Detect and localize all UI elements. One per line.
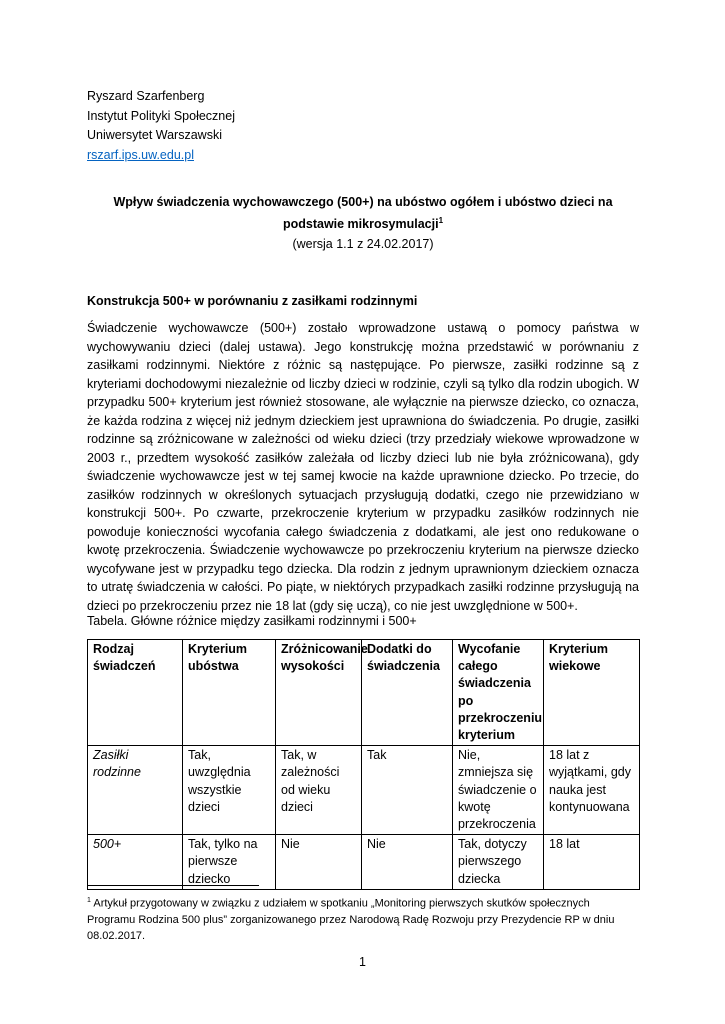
version-line: (wersja 1.1 z 24.02.2017): [292, 237, 434, 251]
author-name: Ryszard Szarfenberg: [87, 89, 205, 103]
table-header-cell: Rodzaj świadczeń: [88, 640, 183, 746]
table-row-label: Zasiłki rodzinne: [88, 746, 183, 835]
footnote-divider: [87, 885, 259, 886]
table-header-cell: Dodatki do świadczenia: [362, 640, 453, 746]
section-heading: Konstrukcja 500+ w porównaniu z zasiłkami rodzinnymi: [87, 294, 418, 308]
author-block: [87, 87, 235, 165]
table-cell: Tak, tylko na pierwsze dziecko: [183, 835, 276, 890]
table-header-cell: Kryterium ubóstwa: [183, 640, 276, 746]
table-caption: Tabela. Główne różnice między zasiłkami rodzinnymi i 500+: [87, 614, 417, 628]
table-cell: 18 lat: [544, 835, 640, 890]
author-institute: Instytut Polityki Społecznej: [87, 108, 235, 123]
table-cell: Nie, zmniejsza się świadczenie o kwotę przekroczenia: [453, 746, 544, 835]
table-row: [88, 746, 640, 835]
table-cell: Tak, uwzględnia wszystkie dzieci: [183, 746, 276, 835]
table-cell: Tak, dotyczy pierwszego dziecka: [453, 835, 544, 890]
paper-title: [87, 193, 639, 233]
table-row: [88, 835, 640, 890]
footnote-text: Artykuł przygotowany w związku z udziałem w spotkaniu „Monitoring pierwszych skutków społecznych Programu Rodzina 500 plus” zorganizowanego przez Narodową Radę Rozwoju przy Prezydencie RP w dniu 08.02.2017.: [87, 897, 615, 942]
page-number: 1: [359, 955, 366, 969]
table-cell: 18 lat z wyjątkami, gdy nauka jest kontynuowana: [544, 746, 640, 835]
title-footnote-marker[interactable]: 1: [438, 215, 444, 225]
author-website-link[interactable]: rszarf.ips.uw.edu.pl: [87, 147, 194, 162]
table-cell: Nie: [362, 835, 453, 890]
table-header-cell: Zróżnicowanie wysokości: [276, 640, 362, 746]
table-header-cell: Kryterium wiekowe: [544, 640, 640, 746]
table-cell: Tak: [362, 746, 453, 835]
table-cell: Tak, w zależności od wieku dzieci: [276, 746, 362, 835]
author-university: Uniwersytet Warszawski: [87, 128, 222, 142]
footnote: [87, 893, 639, 944]
table-cell: Nie: [276, 835, 362, 890]
table-row-label: 500+: [88, 835, 183, 890]
body-paragraph: Świadczenie wychowawcze (500+) zostało wprowadzone ustawą o pomocy państwa w wychowywaniu dzieci (dalej ustawa). Jego konstrukcję można przedstawić w porównaniu z zasiłkami rodzinnymi. Niektóre z różnic są następujące. Po pierwsze, zasiłki rodzinne są z kryteriami dochodowymi niezależnie od liczby dzieci w rodzinie, czyli są tylko dla rodzin ubogich. W przypadku 500+ kryterium jest również stosowane, ale wyłącznie na pierwsze dziecko, co oznacza, że każda rodzina z więcej niż jednym dzieckiem jest uprawniona do świadczenia. Po drugie, zasiłki rodzinne są zróżnicowane w zależności od wieku dzieci (trzy przedziały wiekowe wprowadzone w 2003 r., przedtem wysokość zasiłków zależała od liczby dzieci lub nie była zróżnicowana), gdy świadczenie wychowawcze jest w tej samej kwocie na każde uprawnione dziecko. Po trzecie, do zasiłków rodzinnych w określonych sytuacjach przysługują dodatki, czego nie przewidziano w konstrukcji 500+. Po czwarte, przekroczenie kryterium w przypadku zasiłków rodzinnych nie powoduje konieczności wycofania całego świadczenia z dodatkami, ale jest ono redukowane o kwotę przekroczenia. Świadczenie wychowawcze po przekroczeniu kryterium na pierwsze dziecko wycofywane jest w przypadku tego dziecka. Dla rodzin z jednym uprawnionym dzieckiem oznacza to utratę świadczenia w całości. Po piąte, w niektórych przypadkach zasiłki rodzinne przysługują na dzieci po przekroczeniu przez nie 18 lat (gdy się uczą), co nie jest uwzględnione w 500+.: [87, 321, 639, 613]
table-header-row: [88, 640, 640, 746]
paper-title-text: Wpływ świadczenia wychowawczego (500+) na ubóstwo ogółem i ubóstwo dzieci na podstawie mikrosymulacji: [113, 195, 613, 231]
comparison-table: [87, 639, 640, 890]
footnote-marker: 1: [87, 897, 91, 904]
table-header-cell: Wycofanie całego świadczenia po przekroczeniu kryterium: [453, 640, 544, 746]
